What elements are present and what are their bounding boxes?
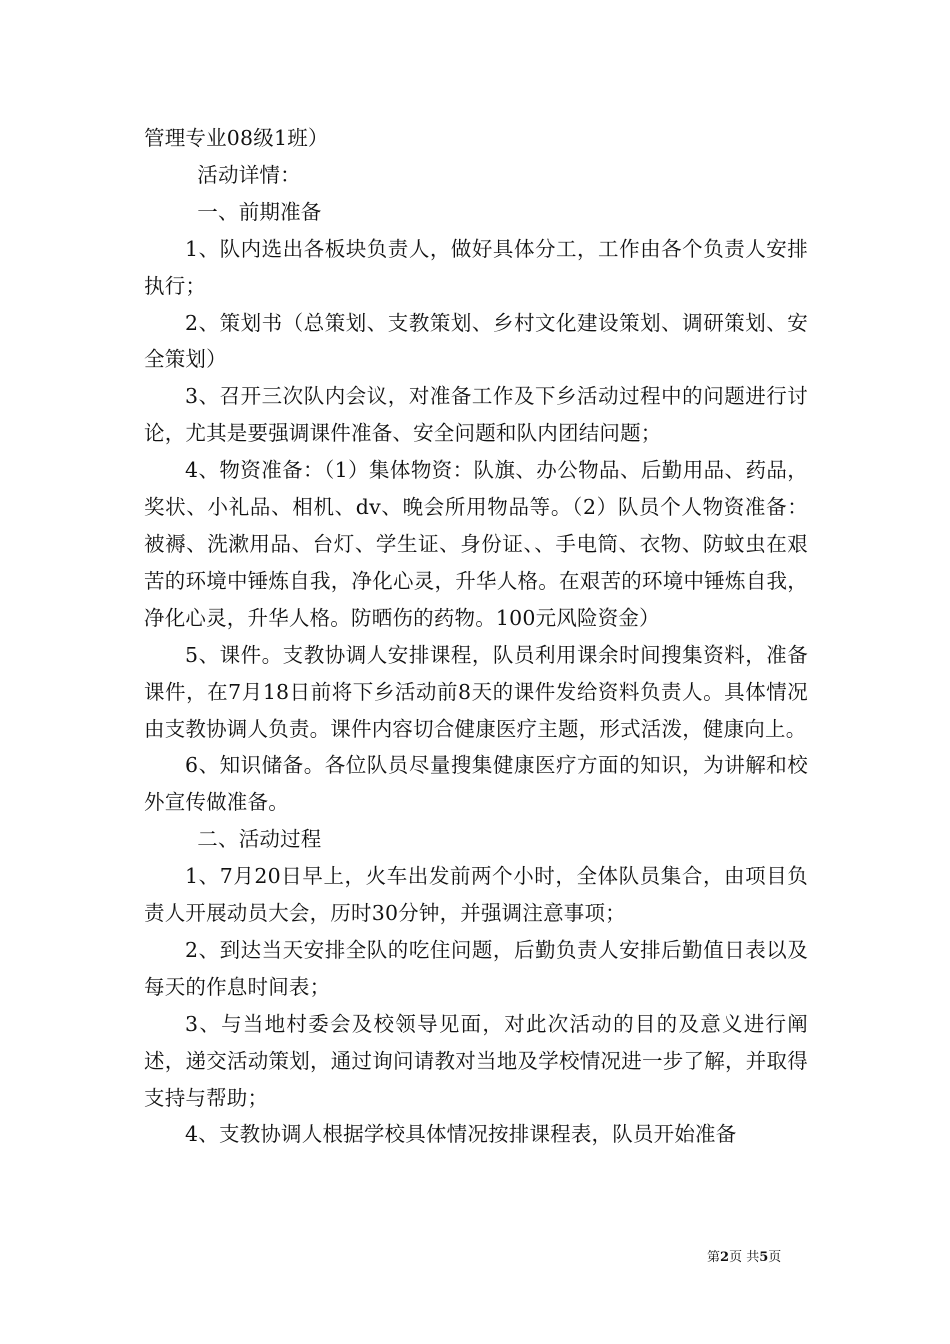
current-page-number: 2 <box>720 1250 730 1265</box>
paragraph: 6、知识储备。各位队员尽量搜集健康医疗方面的知识，为讲解和校外宣传做准备。 <box>144 753 808 815</box>
paragraph: 活动详情： <box>197 162 301 187</box>
paragraph: 1、7月20日早上，火车出发前两个小时，全体队员集合，由项目负责人开展动员大会，历时30分钟，并强调注意事项； <box>144 864 808 926</box>
paragraph: 4、物资准备：（1）集体物资：队旗、办公物品、后勤用品、药品，奖状、小礼品、相机、dv、晚会所用物品等。（2）队员个人物资准备：被褥、洗漱用品、台灯、学生证、身份证、、手电筒、衣物、防蚊虫在艰苦的环境中锤炼自我，净化心灵，升华人格。在艰苦的环境中锤炼自我，净化心灵，升华人格。防晒伤的药物。100元风险资金） <box>144 458 808 630</box>
paragraph: 管理专业08级1班） <box>144 126 329 150</box>
footer-middle: 页 共 <box>729 1250 760 1265</box>
paragraph: 1、队内选出各板块负责人，做好具体分工，工作由各个负责人安排执行； <box>144 236 808 298</box>
section-heading: 一、前期准备 <box>197 199 322 224</box>
paragraph: 3、召开三次队内会议，对准备工作及下乡活动过程中的问题进行讨论，尤其是要强调课件准备、安全问题和队内团结问题； <box>144 384 808 446</box>
document-body <box>144 120 808 1153</box>
page-footer <box>707 1250 781 1266</box>
total-page-number: 5 <box>759 1250 769 1265</box>
section-heading: 二、活动过程 <box>197 827 322 852</box>
footer-prefix: 第 <box>707 1250 721 1265</box>
paragraph: 5、课件。支教协调人安排课程，队员利用课余时间搜集资料，准备课件，在7月18日前将下乡活动前8天的课件发给资料负责人。具体情况由支教协调人负责。课件内容切合健康医疗主题，形式活泼，健康向上。 <box>144 642 808 741</box>
paragraph: 2、到达当天安排全队的吃住问题，后勤负责人安排后勤值日表以及每天的作息时间表； <box>144 937 808 999</box>
paragraph: 3、与当地村委会及校领导见面，对此次活动的目的及意义进行阐述，递交活动策划，通过询问请教对当地及学校情况进一步了解，并取得支持与帮助； <box>144 1011 808 1110</box>
paragraph: 4、支教协调人根据学校具体情况按排课程表，队员开始准备 <box>185 1122 737 1147</box>
paragraph: 2、策划书（总策划、支教策划、乡村文化建设策划、调研策划、安全策划） <box>144 310 808 372</box>
footer-suffix: 页 <box>768 1250 782 1265</box>
